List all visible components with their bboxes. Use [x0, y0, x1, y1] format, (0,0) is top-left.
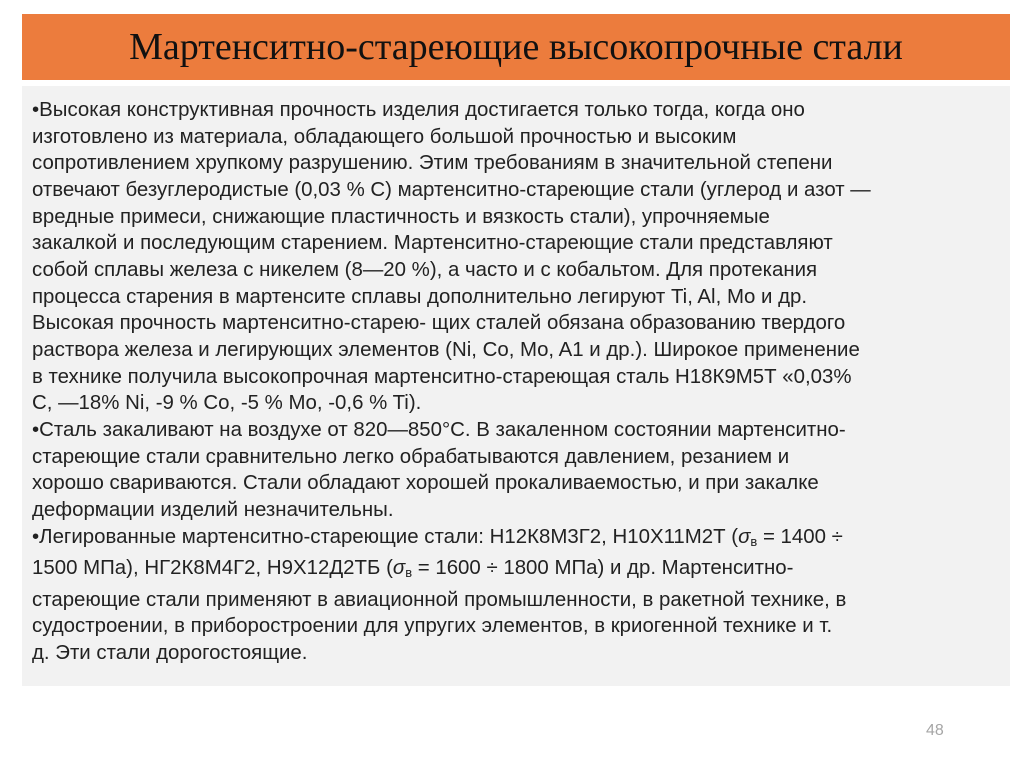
text-line: хорошо свариваются. Стали обладают хорошей прокаливаемостью, и при закалке	[32, 471, 819, 495]
bullet-icon: •	[32, 417, 40, 441]
sigma-subscript: в	[750, 533, 758, 549]
sigma-subscript: в	[405, 565, 413, 581]
text-span: = 1400 ÷	[757, 524, 843, 548]
text-line: вредные примеси, снижающие пластичность и вязкость стали), упрочняемые	[32, 204, 770, 228]
text-line: деформации изделий незначительны.	[32, 497, 394, 521]
text-line	[32, 524, 1002, 556]
text-line	[32, 417, 1002, 444]
text-line: С, —18% Ni, -9 % Co, -5 % Mo, -0,6 % Ti).	[32, 391, 422, 415]
text-line: раствора железа и легирующих элементов (Ni, Co, Mo, A1 и др.). Широкое применение	[32, 337, 860, 361]
text-line: Высокая прочность мартенситно-старею- щих сталей обязана образованию твердого	[32, 311, 846, 335]
bullet-icon: •	[32, 98, 40, 121]
paragraph-1	[32, 97, 1010, 417]
text-span: 1500 МПа), НГ2К8М4Г2, Н9Х12Д2ТБ (	[32, 556, 393, 580]
title-bar	[22, 14, 1010, 80]
content-box	[22, 86, 1010, 686]
bullet-icon: •	[32, 524, 40, 548]
text-line: закалкой и последующим старением. Мартенситно-стареющие стали представляют	[32, 231, 833, 255]
text-line: изготовлено из материала, обладающего большой прочностью и высоким	[32, 124, 737, 148]
sigma-symbol: σ	[392, 556, 406, 580]
text-line: отвечают безуглеродистые (0,03 % С) мартенситно-стареющие стали (углерод и азот —	[32, 177, 871, 201]
text-line: сопротивлением хрупкому разрушению. Этим требованиям в значительной степени	[32, 151, 833, 175]
sigma-symbol: σ	[738, 524, 751, 548]
text-line	[32, 97, 1002, 124]
text-line: собой сплавы железа с никелем (8—20 %), а часто и с кобальтом. Для протекания	[32, 257, 818, 281]
text-span: Легированные мартенситно-стареющие стали: Н12К8М3Г2, Н10Х11М2Т (	[39, 524, 739, 548]
text-line: судостроении, в приборостроении для упругих элементов, в криогенной технике и т.	[32, 614, 833, 638]
text-span: = 1600 ÷ 1800 МПа) и др. Мартенситно-	[412, 556, 794, 580]
text-line: стареющие стали применяют в авиационной промышленности, в ракетной технике, в	[32, 587, 847, 611]
text-span: Сталь закаливают на воздухе от 820—850°С. В закаленном состоянии мартенситно-	[39, 417, 846, 441]
paragraph-2	[32, 417, 1010, 524]
page-number: 48	[926, 722, 944, 739]
slide-title: Мартенситно-стареющие высокопрочные стали	[129, 26, 903, 68]
text-line: процесса старения в мартенсите сплавы дополнительно легируют Ti, Al, Mo и др.	[32, 284, 808, 308]
text-line: д. Эти стали дорогостоящие.	[32, 641, 308, 665]
paragraph-3	[32, 524, 1010, 667]
text-line: в технике получила высокопрочная мартенситно-стареющая сталь Н18К9М5Т «0,03%	[32, 364, 852, 388]
text-line	[32, 555, 1002, 587]
text-line: стареющие стали сравнительно легко обрабатываются давлением, резанием и	[32, 444, 790, 468]
text-span: Высокая конструктивная прочность изделия достигается только тогда, когда оно	[39, 98, 805, 121]
